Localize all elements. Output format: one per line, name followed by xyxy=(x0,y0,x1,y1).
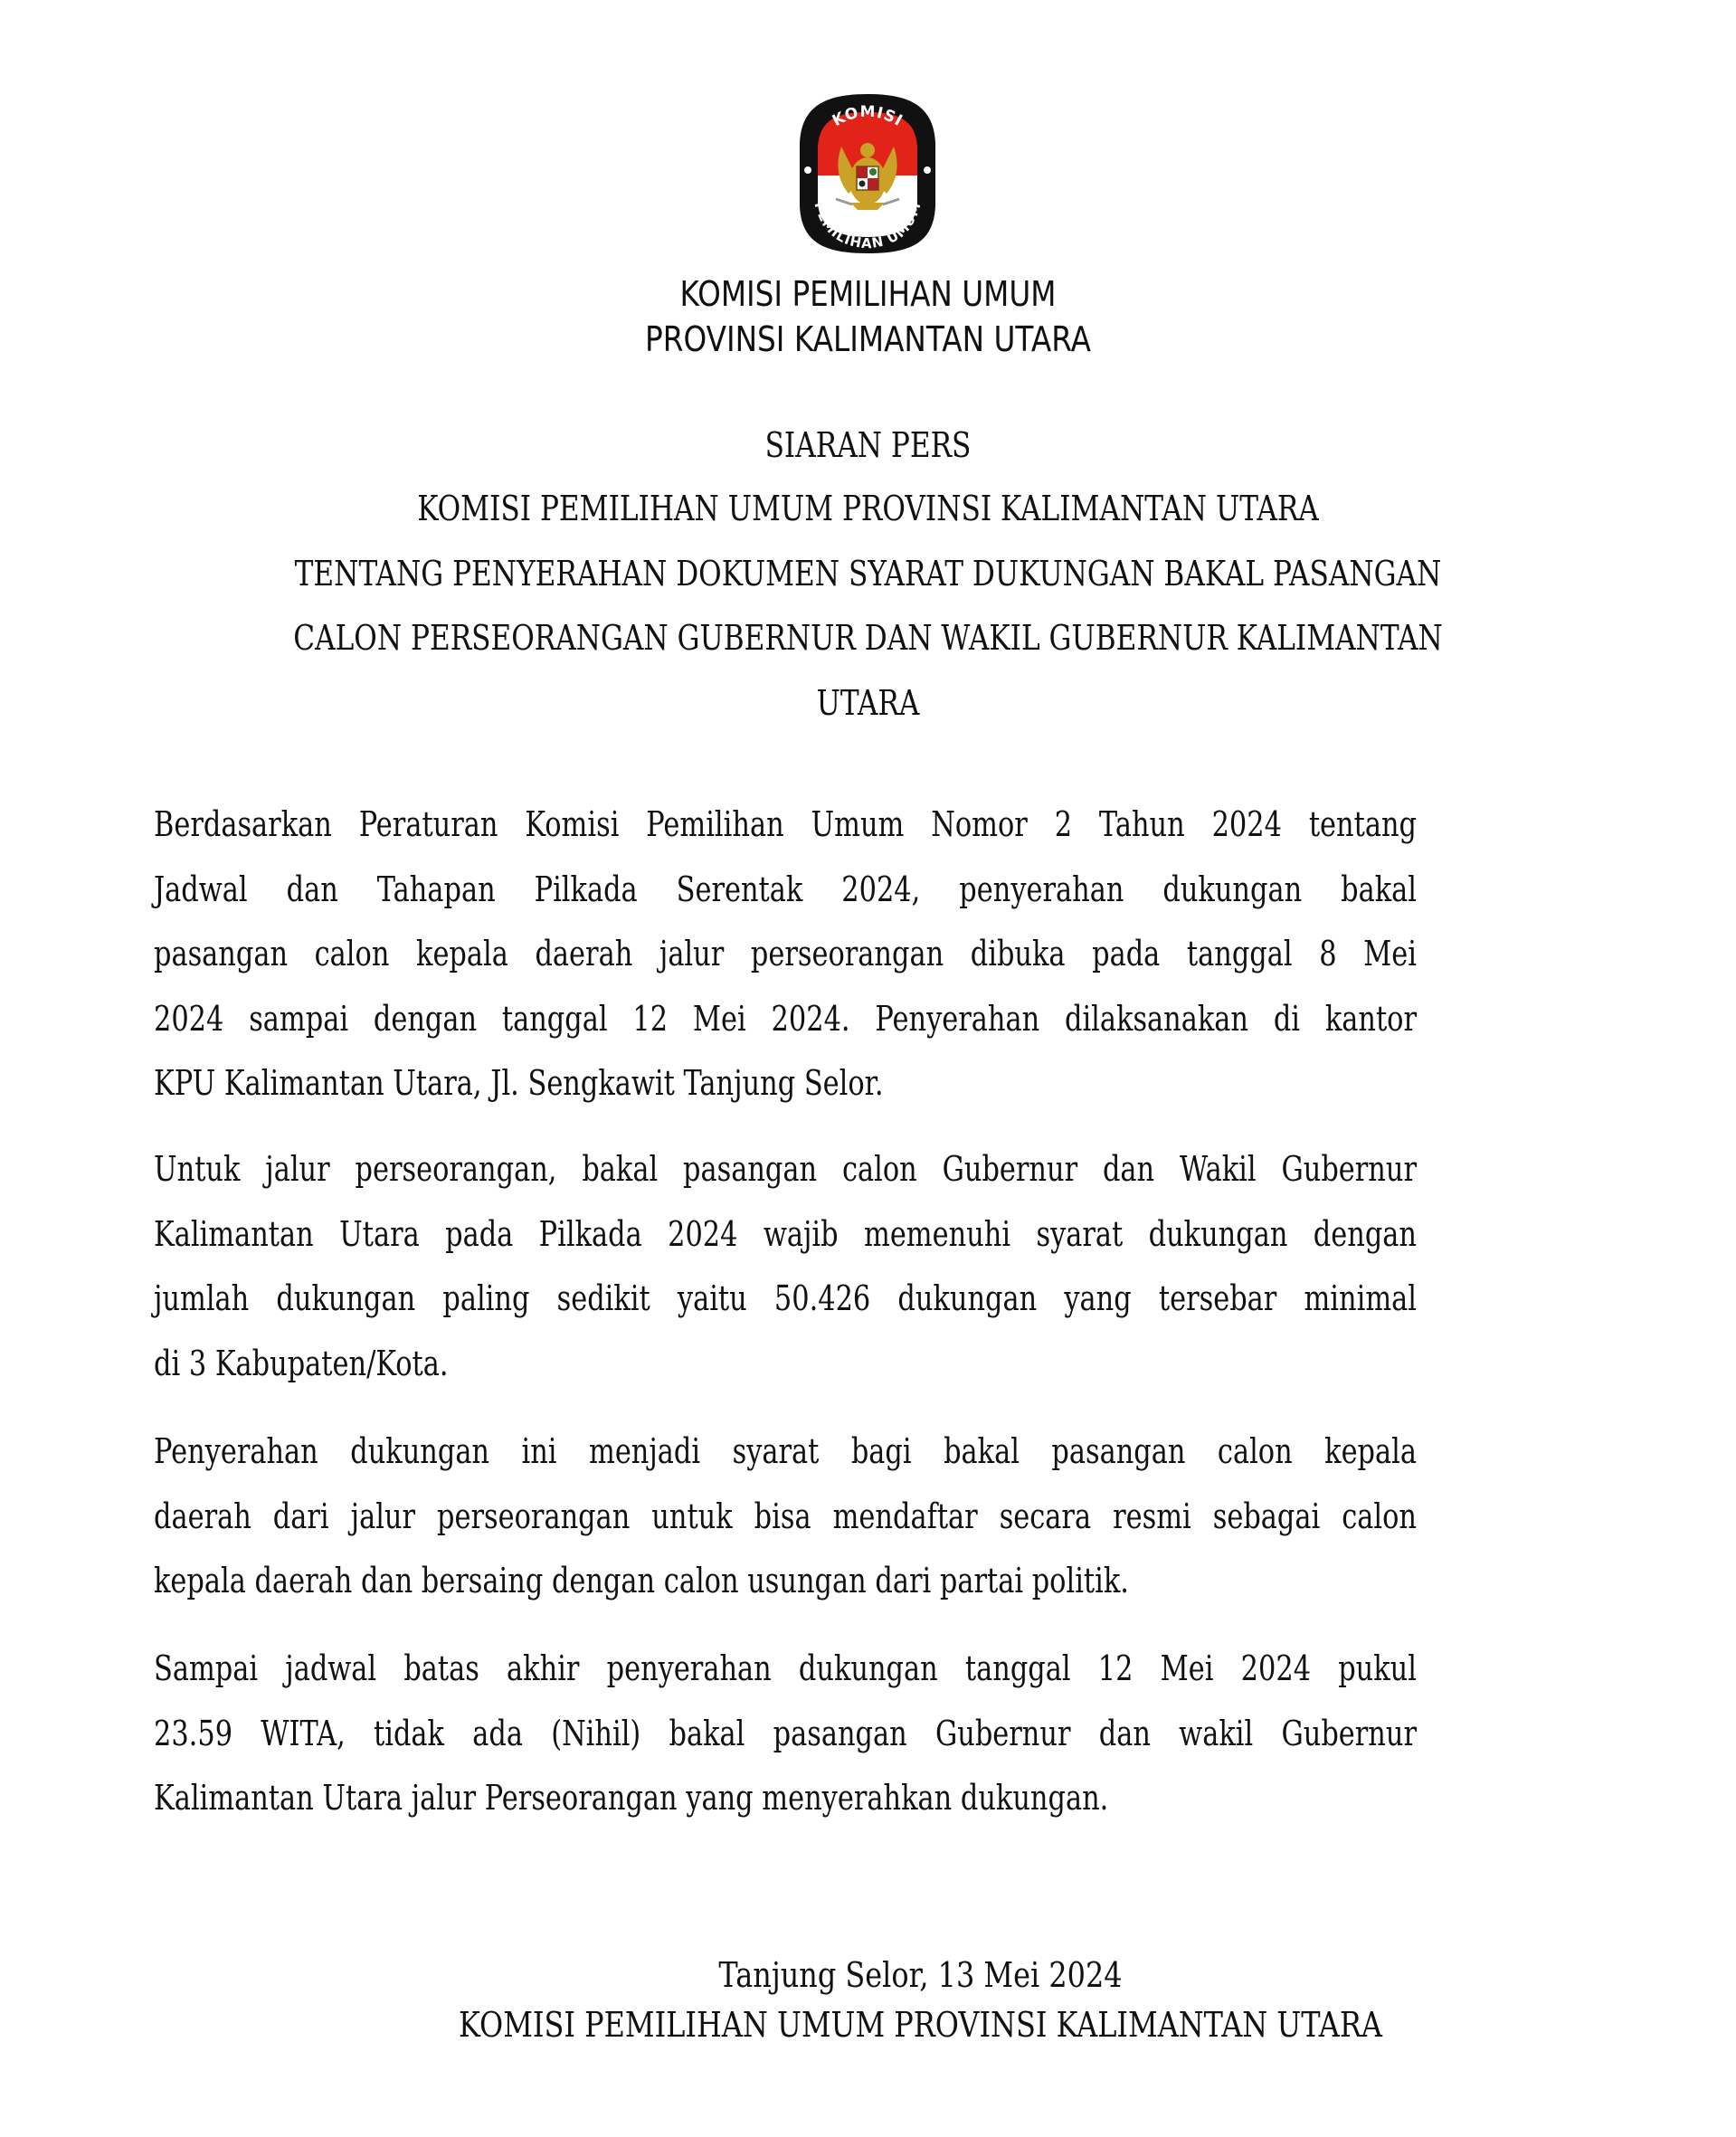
paragraph-line: KPU Kalimantan Utara, Jl. Sengkawit Tanjung Selor. xyxy=(154,1063,884,1103)
paragraph-line: daerah dari jalur perseorangan untuk bisa mendaftar secara resmi sebagai calon xyxy=(154,1496,1417,1536)
signature-institution: KOMISI PEMILIHAN UMUM PROVINSI KALIMANTAN UTARA xyxy=(459,2005,1382,2045)
paragraph-1 xyxy=(154,793,1417,1116)
title-line-3: TENTANG PENYERAHAN DOKUMEN SYARAT DUKUNGAN BAKAL PASANGAN xyxy=(294,554,1442,594)
paragraph-line: 23.59 WITA, tidak ada (Nihil) bakal pasangan Gubernur dan wakil Gubernur xyxy=(154,1713,1417,1753)
header-line-2: PROVINSI KALIMANTAN UTARA xyxy=(645,319,1091,359)
paragraph-line: Penyerahan dukungan ini menjadi syarat bagi bakal pasangan calon kepala xyxy=(154,1431,1417,1471)
paragraph-line: Berdasarkan Peraturan Komisi Pemilihan Umum Nomor 2 Tahun 2024 tentang xyxy=(154,804,1417,844)
title-siaran-pers: SIARAN PERS xyxy=(764,425,972,465)
paragraph-line: Sampai jadwal batas akhir penyerahan dukungan tanggal 12 Mei 2024 pukul xyxy=(154,1648,1417,1688)
paragraph-line: Kalimantan Utara pada Pilkada 2024 wajib memenuhi syarat dukungan dengan xyxy=(154,1213,1417,1254)
paragraph-line: pasangan calon kepala daerah jalur perseorangan dibuka pada tanggal 8 Mei xyxy=(154,934,1417,974)
paragraph-line: jumlah dukungan paling sedikit yaitu 50.426 dukungan yang tersebar minimal xyxy=(154,1278,1417,1318)
paragraph-line: di 3 Kabupaten/Kota. xyxy=(154,1343,449,1383)
title-line-4: CALON PERSEORANGAN GUBERNUR DAN WAKIL GUBERNUR KALIMANTAN xyxy=(293,618,1443,658)
paragraph-line: Untuk jalur perseorangan, bakal pasangan calon Gubernur dan Wakil Gubernur xyxy=(154,1149,1417,1189)
paragraph-line: kepala daerah dan bersaing dengan calon usungan dari partai politik. xyxy=(154,1561,1129,1600)
title-line-2: KOMISI PEMILIHAN UMUM PROVINSI KALIMANTAN UTARA xyxy=(417,489,1319,528)
paragraph-2 xyxy=(154,1137,1417,1396)
place-date: Tanjung Selor, 13 Mei 2024 xyxy=(718,1955,1123,1995)
header-line-1: KOMISI PEMILIHAN UMUM xyxy=(679,274,1057,314)
svg-text:KOMISI: KOMISI xyxy=(829,102,906,131)
paragraph-3 xyxy=(154,1420,1417,1614)
paragraph-line: 2024 sampai dengan tanggal 12 Mei 2024. Penyerahan dilaksanakan di kantor xyxy=(154,998,1417,1039)
paragraph-4 xyxy=(154,1637,1417,1831)
paragraph-line: Kalimantan Utara jalur Perseorangan yang menyerahkan dukungan. xyxy=(154,1778,1109,1818)
svg-text:PEMILIHAN UMUM: PEMILIHAN UMUM xyxy=(811,199,925,252)
paragraph-line: Jadwal dan Tahapan Pilkada Serentak 2024, penyerahan dukungan bakal xyxy=(154,869,1417,909)
kpu-logo xyxy=(796,92,939,255)
title-line-5: UTARA xyxy=(816,683,920,723)
kpu-emblem-icon xyxy=(796,92,939,255)
